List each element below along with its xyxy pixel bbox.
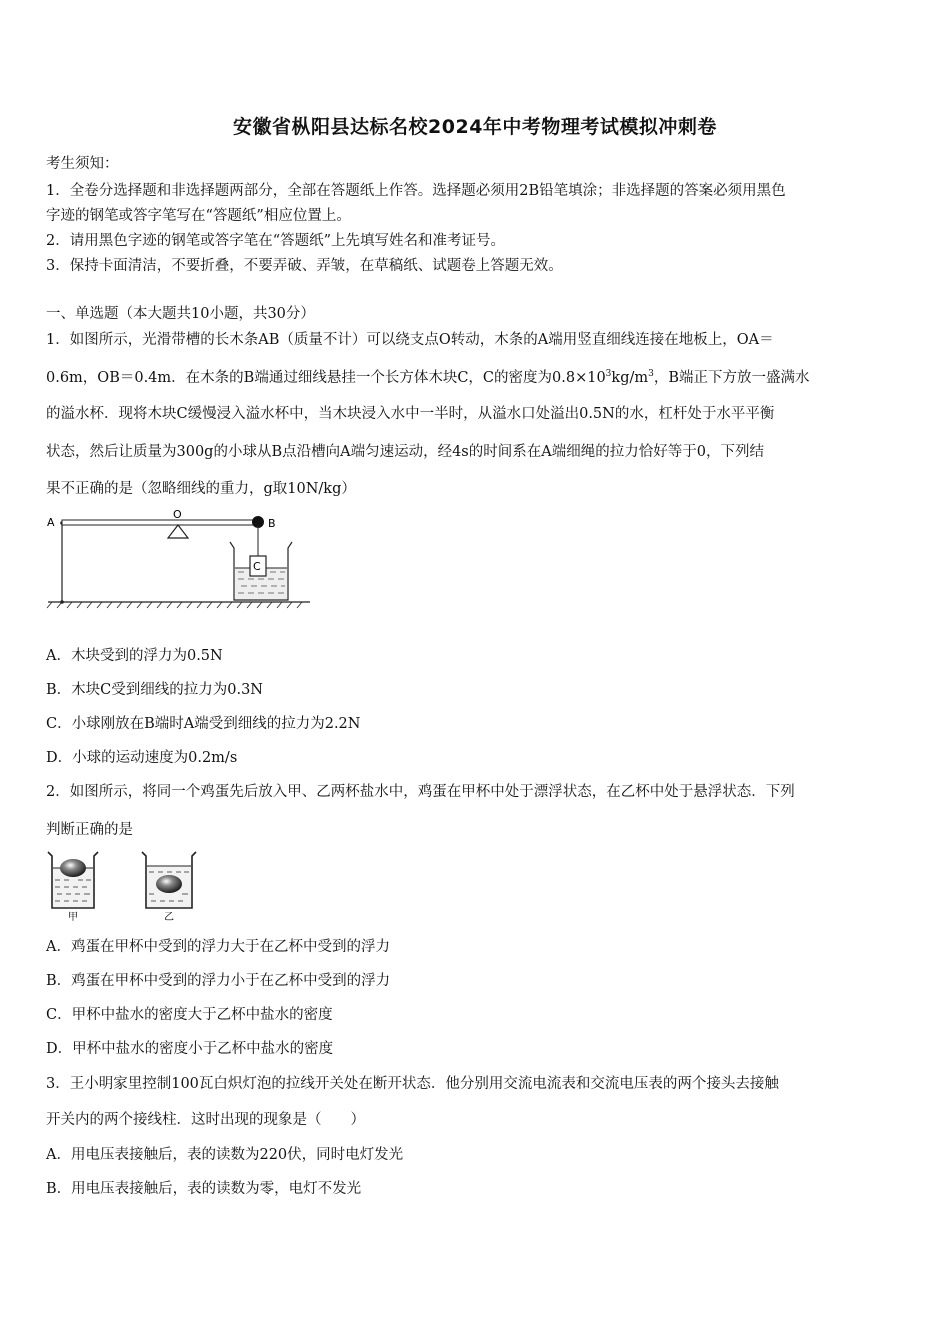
q1-line-2-tail: ，B端正下方放一盛满水 [653,370,810,386]
section-heading: 一、单选题（本大题共10小题，共30分） [46,306,315,322]
q1-line-2 [46,366,908,387]
q1-line-1: 1．如图所示，光滑带槽的长木条AB（质量不计）可以绕支点O转动，木条的A端用竖直细线连接在地板上，OA＝ [46,332,774,348]
label-o: O [173,508,182,521]
q2-line-2: 判断正确的是 [46,822,133,838]
notice-item-3: 3．保持卡面清洁，不要折叠，不要弄破、弄皱，在草稿纸、试题卷上答题无效。 [46,258,563,274]
q3-line-1: 3．王小明家里控制100瓦白炽灯泡的拉线开关处在断开状态．他分别用交流电流表和交流电压表的两个接头去接触 [46,1076,779,1092]
q3-option-a: A．用电压表接触后，表的读数为220伏，同时电灯发光 [46,1147,404,1163]
q2-option-c: C．甲杯中盐水的密度大于乙杯中盐水的密度 [46,1007,333,1023]
q1-unit: kg/m [611,370,649,386]
q2-line-1: 2．如图所示，将同一个鸡蛋先后放入甲、乙两杯盐水中，鸡蛋在甲杯中处于漂浮状态，在乙杯中处于悬浮状态．下列 [46,784,795,800]
label-yi: 乙 [164,912,174,923]
label-c: C [253,560,261,573]
q1-line-5: 果不正确的是（忽略细线的重力，g取10N/kg） [46,481,356,497]
q1-option-b: B．木块C受到细线的拉力为0.3N [46,682,263,698]
notice-item-2: 2．请用黑色字迹的钢笔或答字笔在“答题纸”上先填写姓名和准考证号。 [46,233,506,249]
q1-line-2-text: 0.6m，OB＝0.4m．在木条的B端通过细线悬挂一个长方体木块C，C的密度为0.8×10 [46,370,606,386]
q1-option-a: A．木块受到的浮力为0.5N [46,648,223,664]
q1-exponent: 3 [605,369,612,380]
q2-option-a: A．鸡蛋在甲杯中受到的浮力大于在乙杯中受到的浮力 [46,939,390,955]
label-a: A [47,516,55,529]
q2-option-d: D．甲杯中盐水的密度小于乙杯中盐水的密度 [46,1041,334,1057]
label-jia: 甲 [68,912,78,923]
q1-exponent-2: 3 [648,369,654,380]
egg-cups-figure [44,846,204,924]
notice-item-1: 1．全卷分选择题和非选择题两部分，全部在答题纸上作答。选择题必须用2B铅笔填涂；非选择题的答案必须用黑色 [46,183,786,199]
notice-heading: 考生须知： [46,156,119,172]
label-b: B [268,517,276,530]
q3-option-b: B．用电压表接触后，表的读数为零，电灯不发光 [46,1181,362,1197]
q1-line-3: 的溢水杯．现将木块C缓慢浸入溢水杯中，当木块浸入水中一半时，从溢水口处溢出0.5N的水，杠杆处于水平平衡 [46,406,775,422]
q3-line-2: 开关内的两个接线柱．这时出现的现象是（ ） [46,1112,365,1128]
notice-item-1-cont: 字迹的钢笔或答字笔写在“答题纸”相应位置上。 [46,208,351,224]
q1-option-d: D．小球的运动速度为0.2m/s [46,750,238,766]
q2-option-b: B．鸡蛋在甲杯中受到的浮力小于在乙杯中受到的浮力 [46,973,391,989]
q1-line-4: 状态，然后让质量为300g的小球从B点沿槽向A端匀速运动，经4s的时间系在A端细绳的拉力恰好等于0，下列结 [46,444,764,460]
page-title: 安徽省枞阳县达标名校2024年中考物理考试模拟冲刺卷 [233,116,717,138]
lever-figure [44,508,316,612]
q1-option-c: C．小球刚放在B端时A端受到细线的拉力为2.2N [46,716,361,732]
